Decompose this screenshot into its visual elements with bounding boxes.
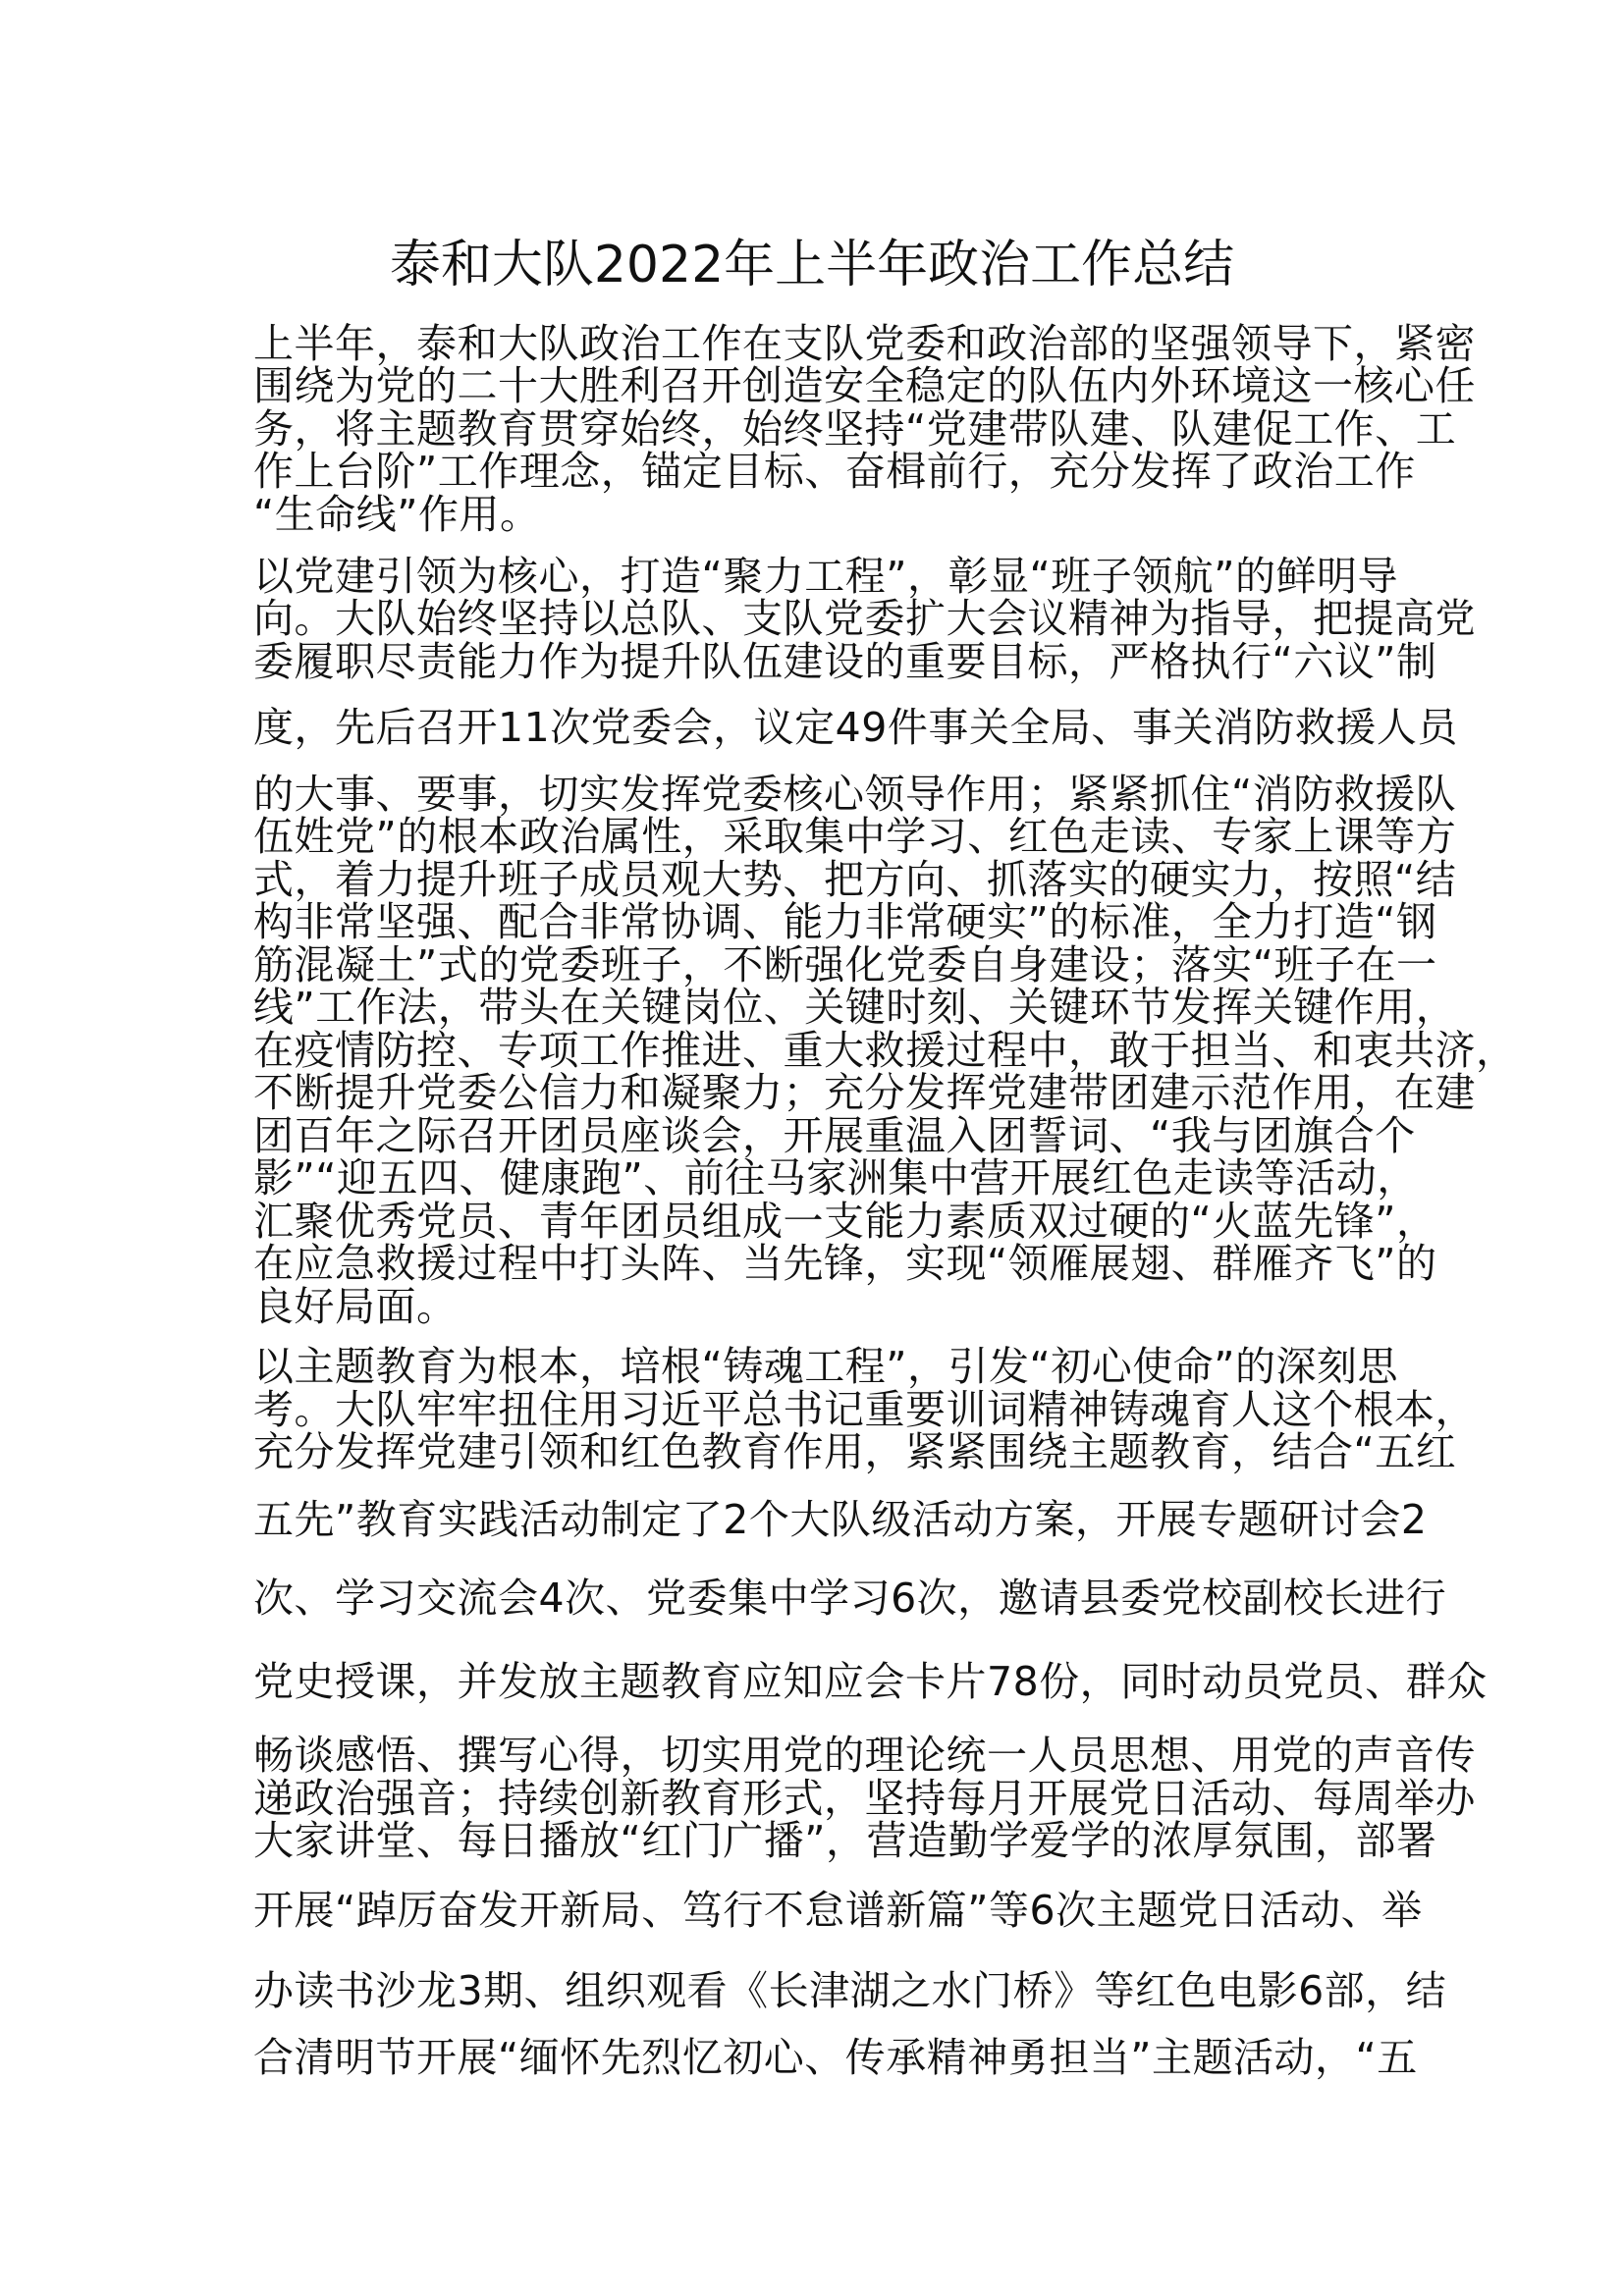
text-line: 式，着力提升班子成员观大势、把方向、抓落实的硬实力，按照“结 [253, 856, 1457, 903]
text-line: 伍姓党”的根本政治属性，采取集中学习、红色走读、专家上课等方 [253, 813, 1457, 860]
text-line: 充分发挥党建引领和红色教育作用，紧紧围绕主题教育，结合“五红 [253, 1428, 1457, 1475]
text-line: 五先”教育实践活动制定了2个大队级活动方案，开展专题研讨会2 [253, 1496, 1428, 1543]
text-line: 的大事、要事，切实发挥党委核心领导作用；紧紧抓住“消防救援队 [253, 771, 1457, 818]
text-line: 影”“迎五四、健康跑”、前往马家洲集中营开展红色走读等活动， [253, 1154, 1418, 1201]
text-line: 度，先后召开11次党委会，议定49件事关全局、事关消防救援人员 [253, 704, 1458, 751]
text-line: 团百年之际召开团员座谈会，开展重温入团誓词、“我与团旗合个 [253, 1112, 1416, 1159]
text-line: 次、学习交流会4次、党委集中学习6次，邀请县委党校副校长进行 [253, 1575, 1447, 1622]
text-line: 畅谈感悟、撰写心得，切实用党的理论统一人员思想、用党的声音传 [253, 1732, 1476, 1779]
text-line: 线”工作法，带头在关键岗位、关键时刻、关键环节发挥关键作用， [253, 984, 1457, 1031]
text-line: 党史授课，并发放主题教育应知应会卡片78份，同时动员党员、群众 [253, 1658, 1488, 1705]
text-line: 开展“踔厉奋发开新局、笃行不怠谱新篇”等6次主题党日活动、举 [253, 1887, 1423, 1934]
text-line: 务，将主题教育贯穿始终，始终坚持“党建带队建、队建促工作、工 [253, 405, 1457, 453]
text-line: 办读书沙龙3期、组织观看《长津湖之水门桥》等红色电影6部，结 [253, 1967, 1447, 2014]
text-line: 以主题教育为根本，培根“铸魂工程”，引发“初心使命”的深刻思 [253, 1343, 1398, 1390]
text-line: 递政治强音；持续创新教育形式，坚持每月开展党日活动、每周举办 [253, 1775, 1476, 1822]
text-line: 考。大队牢牢扭住用习近平总书记重要训词精神铸魂育人这个根本， [253, 1386, 1476, 1433]
text-line: 在疫情防控、专项工作推进、重大救援过程中，敢于担当、和衷共济， [253, 1027, 1517, 1074]
text-line: 汇聚优秀党员、青年团员组成一支能力素质双过硬的“火蓝先锋”， [253, 1198, 1437, 1245]
text-line: 以党建引领为核心，打造“聚力工程”，彰显“班子领航”的鲜明导 [253, 553, 1398, 600]
text-line: 筋混凝土”式的党委班子，不断强化党委自身建设；落实“班子在一 [253, 941, 1437, 988]
text-line: 作上台阶”工作理念，锚定目标、奋楫前行，充分发挥了政治工作 [253, 448, 1416, 495]
text-line: 委履职尽责能力作为提升队伍建设的重要目标，严格执行“六议”制 [253, 638, 1437, 685]
text-line: 良好局面。 [253, 1283, 458, 1330]
document-title: 泰和大队2022年上半年政治工作总结 [389, 236, 1235, 294]
text-line: 构非常坚强、配合非常协调、能力非常硬实”的标准，全力打造“钢 [253, 898, 1437, 945]
text-line: 上半年，泰和大队政治工作在支队党委和政治部的坚强领导下，紧密 [253, 320, 1476, 367]
text-line: 大家讲堂、每日播放“红门广播”，营造勤学爱学的浓厚氛围，部署 [253, 1817, 1437, 1864]
text-line: 向。大队始终坚持以总队、支队党委扩大会议精神为指导，把提高党 [253, 595, 1476, 642]
text-line: 合清明节开展“缅怀先烈忆初心、传承精神勇担当”主题活动，“五 [253, 2034, 1418, 2081]
text-line: 在应急救援过程中打头阵、当先锋，实现“领雁展翅、群雁齐飞”的 [253, 1240, 1437, 1287]
text-line: 不断提升党委公信力和凝聚力；充分发挥党建带团建示范作用，在建 [253, 1069, 1476, 1116]
text-line: 围绕为党的二十大胜利召开创造安全稳定的队伍内外环境这一核心任 [253, 362, 1476, 409]
text-line: “生命线”作用。 [253, 491, 541, 538]
